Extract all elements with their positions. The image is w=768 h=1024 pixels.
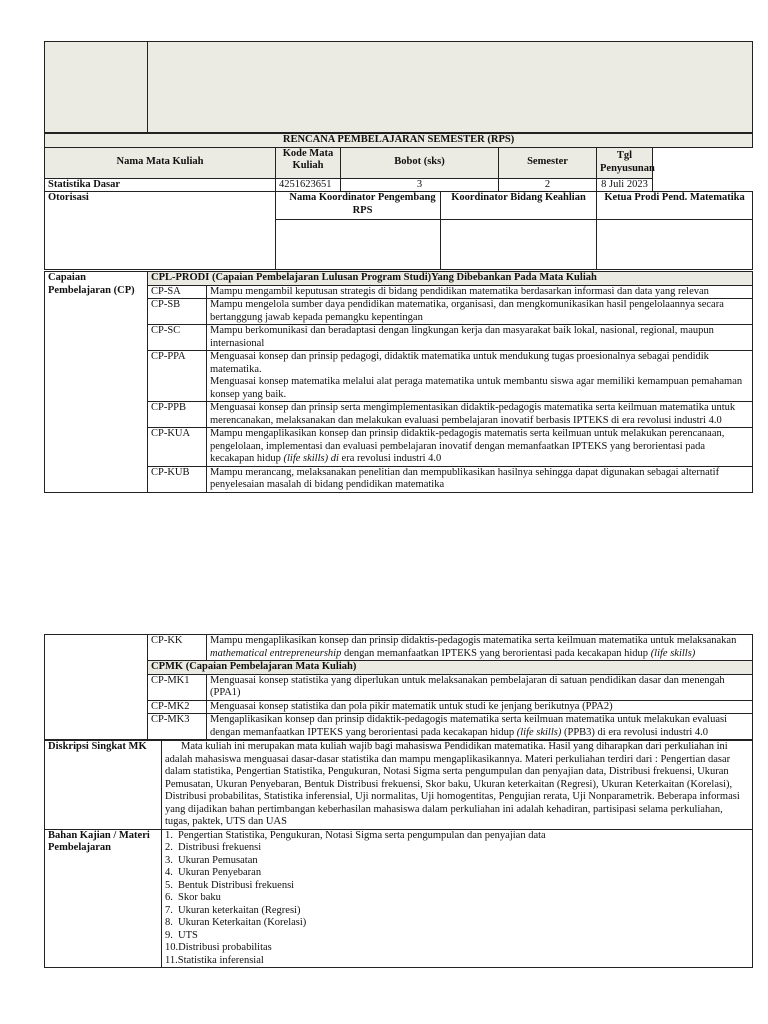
top-empty-header-box	[44, 41, 753, 133]
cpmk-code: CP-MK3	[148, 714, 207, 740]
cpl-code: CP-KUA	[148, 428, 207, 467]
deskripsi-text: Mata kuliah ini merupakan mata kuliah wajib bagi mahasiswa Pendidikan matematika. Hasil yang diharapkan dari perkuliahan ini adalah mahasiswa menguasai dasar-dasar statistika dan mampu mengaplikasikannya. Materi perkuliahan terdiri dari : Pengertian dasar dalam statistika, Pengertian Statistika, Pengukuran, Notasi Sigma serta pengumpulan dan penyajian data, Distribusi frekuensi, Ukuran Pemusatan, Ukuran Penyebaran, Bentuk Distribusi frekuensi, Skor baku, Ukuran keterkaitan (Regresi), Ukuran Keterkaitan (Korelasi), Distribusi probabilitas, Statistika inferensial, Uji normalitas, Uji homogentitas, Pengujian rerata, Uji Nonparametrik. Beberapa informasi yang dijadikan bahan pertimbangan keberhasilan mahasiswa dalam perkuliahan ini adalah kehadiran, partisipasi selama perkuliahan, tugas, paktek, UTS dan UAS	[162, 741, 753, 830]
cpl-text: Mampu merancang, melaksanakan penelitian dan mempublikasikan hasilnya sehingga dapat digunakan sebagai alternatif penyelesaian masalah di bidang pendidikan matematika	[207, 466, 753, 492]
text-part: dengan memanfaatkan IPTEKS yang berorientasi pada kecakapan hidup	[341, 647, 651, 659]
value-kode: 4251623651	[276, 178, 341, 192]
deskripsi-label: Diskripsi Singkat MK	[45, 741, 162, 830]
list-item: 6. Skor baku	[165, 892, 221, 903]
cpl-code: CP-KUB	[148, 466, 207, 492]
capaian-continued-table	[44, 634, 753, 740]
header-bobot: Bobot (sks)	[341, 147, 499, 178]
ketua-prodi-label: Ketua Prodi Pend. Matematika	[597, 192, 753, 220]
text-part: era revolusi industri 4.0	[338, 453, 442, 464]
header-tgl: Tgl Penyusunan	[597, 147, 653, 178]
text-italic-part: (life skills) di	[283, 453, 339, 464]
bahan-label: Bahan Kajian / Materi Pembelajaran	[45, 829, 162, 968]
cpmk-code: CP-MK1	[148, 674, 207, 700]
cpl-code: CP-SB	[148, 299, 207, 325]
list-item: 5. Bentuk Distribusi frekuensi	[165, 879, 295, 891]
cpl-text	[207, 428, 753, 467]
cpl-code: CP-PPA	[148, 351, 207, 402]
koordinator-bidang-label: Koordinator Bidang Keahlian	[441, 192, 597, 220]
list-item: 3. Ukuran Pemusatan	[165, 854, 258, 866]
page-2-section	[44, 634, 752, 968]
cpl-text: Mampu mengambil keputusan strategis di bidang pendidikan matematika berdasarkan informasi dan data yang relevan	[207, 285, 753, 299]
cpmk-code: CP-MK2	[148, 700, 207, 714]
cpl-text: Mampu mengelola sumber daya pendidikan matematika, organisasi, dan mengkomunikasikan hasil pengelolaannya secara bertanggung jawab kepada pemangku kepentingan	[207, 299, 753, 325]
cpl-text: Mampu berkomunikasi dan beradaptasi dengan lingkungan kerja dan masyarakat baik lokal, nasional, regional, maupun internasional	[207, 325, 753, 351]
capaian-label: Capaian Pembelajaran (CP)	[45, 272, 148, 493]
value-bobot: 3	[341, 178, 499, 192]
cpmk-text: Menguasai konsep statistika yang diperlukan untuk melaksanakan pembelajaran di satuan pendidikan dasar dan menengah (PPA1)	[207, 674, 753, 700]
deskripsi-table	[44, 740, 753, 968]
rps-title: RENCANA PEMBELAJARAN SEMESTER (RPS)	[45, 134, 753, 148]
list-item: 10.Distribusi probabilitas	[165, 942, 272, 953]
page-1-section	[44, 41, 752, 493]
cpl-text: Menguasai konsep dan prinsip serta mengimplementasikan didaktik-pedagogis matematika serta keilmuan matematika untuk merencanakan, melaksanakan dan melakukan evaluasi pembelajaran inovatif berbasis IPTEKS di era revolusi industri 4.0	[207, 402, 753, 428]
cpl-text-line: Menguasai konsep matematika melalui alat peraga matematika untuk membantu siswa agar memiliki kemampuan pemahaman konsep yang baik.	[210, 376, 743, 400]
cpl-text-line: Menguasai konsep dan prinsip pedagogi, didaktik matematika untuk mendukung tugas proesionalnya sebagai pendidik matematika.	[210, 351, 709, 375]
header-box-left	[45, 42, 148, 133]
koordinator-bidang-sign	[441, 220, 597, 270]
text-italic-part: (life skills)	[516, 726, 562, 738]
text-part: Mampu mengaplikasikan konsep dan prinsip didaktik-pedagogis matematis serta keilmuan untuk melakukan perencanaan, pengelolaan, implementasi dan evaluasi pembelajaran inovatif dengan memanfaatkan IPTEKS yang berorientasi pada kecakapan hidup	[210, 428, 725, 464]
list-item: 8. Ukuran Keterkaitan (Korelasi)	[165, 917, 307, 928]
cpl-code: CP-SC	[148, 325, 207, 351]
cpl-text	[207, 351, 753, 402]
ketua-prodi-sign	[597, 220, 753, 270]
value-semester: 2	[499, 178, 597, 192]
cpmk-text: Menguasai konsep statistika dan pola pikir matematik untuk studi ke jenjang berikutnya (PPA2)	[207, 700, 753, 714]
koordinator-rps-sign	[276, 220, 441, 270]
koordinator-rps-label: Nama Koordinator Pengembang RPS	[276, 192, 441, 220]
capaian-label-continued	[45, 635, 148, 740]
cpl-code: CP-PPB	[148, 402, 207, 428]
list-item: 1. Pengertian Statistika, Pengukuran, Notasi Sigma serta pengumpulan dan penyajian data	[165, 829, 546, 841]
list-item: 7. Ukuran keterkaitan (Regresi)	[165, 904, 301, 916]
cpl-header: CPL-PRODI (Capaian Pembelajaran Lulusan Program Studi)Yang Dibebankan Pada Mata Kuliah	[148, 272, 753, 286]
list-item: 9. UTS	[165, 929, 198, 941]
header-mata-kuliah: Nama Mata Kuliah	[45, 147, 276, 178]
cpkk-code: CP-KK	[148, 635, 207, 661]
list-item: 4. Ukuran Penyebaran	[165, 867, 262, 878]
list-item: 2. Distribusi frekuensi	[165, 842, 262, 853]
text-italic-part: mathematical entrepreneurship	[210, 647, 342, 659]
rps-table	[44, 133, 753, 270]
cpmk-header: CPMK (Capaian Pembelajaran Mata Kuliah)	[148, 661, 753, 675]
text-italic-part: (life skills)	[650, 647, 696, 659]
value-mata-kuliah: Statistika Dasar	[45, 178, 276, 192]
cpkk-text	[207, 635, 753, 661]
header-kode: Kode Mata Kuliah	[276, 147, 341, 178]
otorisasi-label: Otorisasi	[45, 192, 276, 270]
capaian-table	[44, 271, 753, 493]
cpl-code: CP-SA	[148, 285, 207, 299]
bahan-list	[162, 829, 753, 968]
header-box-right	[148, 42, 753, 133]
text-part: Mengaplikasikan konsep dan prinsip didaktik-pedagogis matematika serta keilmuan matematika untuk melakukan evaluasi dengan memanfaatkan IPTEKS yang berorientasi pada kecakapan hidup	[210, 714, 727, 738]
text-part: (PPB3) di era revolusi industri 4.0	[561, 726, 709, 738]
value-tgl: 8 Juli 2023	[597, 178, 653, 192]
cpmk-text	[207, 714, 753, 740]
text-part: Mampu mengaplikasikan konsep dan prinsip didaktis-pedagogis matematika serta keilmuan matematika untuk melaksanakan	[210, 635, 737, 646]
list-item: 11.Statistika inferensial	[165, 954, 264, 966]
header-semester: Semester	[499, 147, 597, 178]
